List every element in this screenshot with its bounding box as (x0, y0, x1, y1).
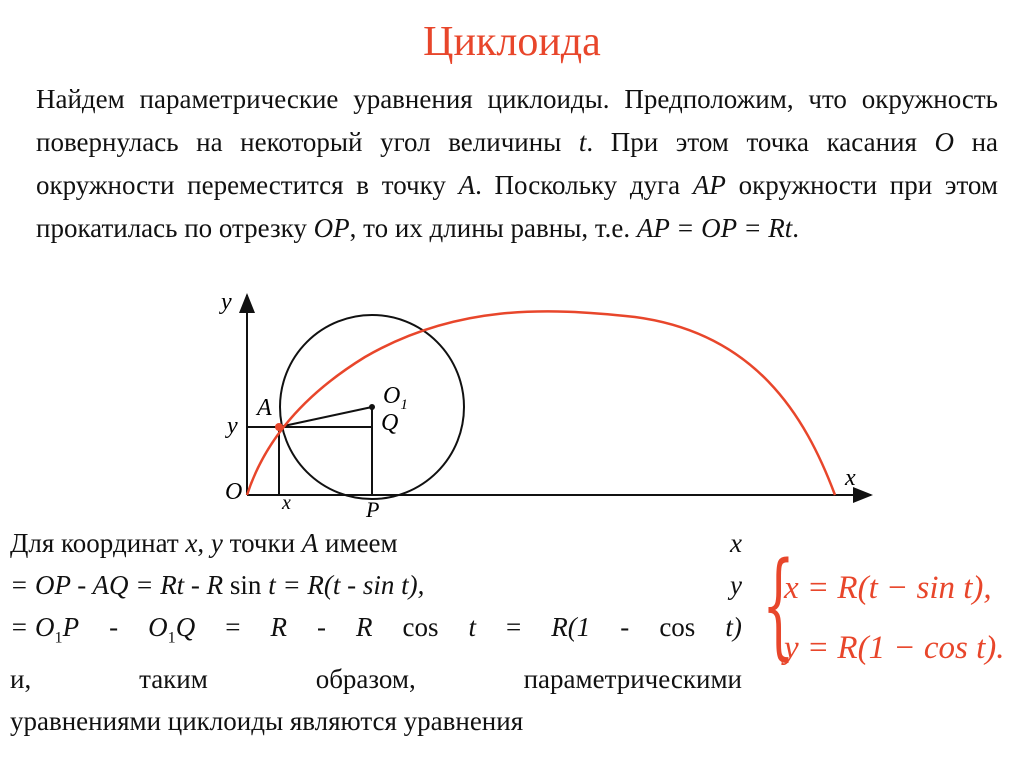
equation-y: y = R(1 − cos t). (784, 630, 1005, 666)
parametric-equations (762, 538, 1024, 673)
system-brace: { (762, 538, 795, 672)
y-tick-label: y (227, 413, 238, 439)
derivation-line-3: = $O_1P$ - $O_1Q$ = R - R cos t = R(1 - cos t) (10, 612, 742, 647)
point-a-dot (275, 423, 283, 431)
derivation-line-1: Для координат x, y точки A имеем x (10, 528, 742, 558)
x-axis-label: x (845, 465, 856, 491)
derivation-text (10, 522, 742, 742)
point-p-label: P (366, 497, 380, 517)
point-o1-label: $O_1$ (383, 383, 408, 413)
point-q-label: Q (381, 410, 399, 436)
origin-label: O (225, 479, 243, 505)
derivation-line-2: = OP - AQ = Rt - R sin t = R(t - sin t), y (10, 570, 742, 600)
cycloid-curve (247, 311, 835, 495)
x-tick-label: x (282, 492, 291, 514)
cycloid-diagram (215, 285, 885, 517)
equation-x: x = R(t − sin t), (784, 570, 992, 606)
y-axis-label: y (221, 289, 232, 315)
derivation-line-5: уравнениями циклоиды являются уравнения (10, 706, 524, 737)
intro-paragraph: Найдем параметрические уравнения циклоиды. Предположим, что окружность повернулась на некоторый угол величины t. При этом точка касания O на окружности переместится в точку A. Поскольку дуга AP окружности при этом прокатилась по отрезку OP, то их длины равны, т.е. AP = OP = Rt. (36, 84, 999, 243)
slide-title: Циклоида (423, 19, 601, 65)
point-o1-dot (369, 404, 375, 410)
derivation-line-4: и, таким образом, параметрическими (10, 664, 742, 695)
point-a-label: A (257, 395, 272, 421)
